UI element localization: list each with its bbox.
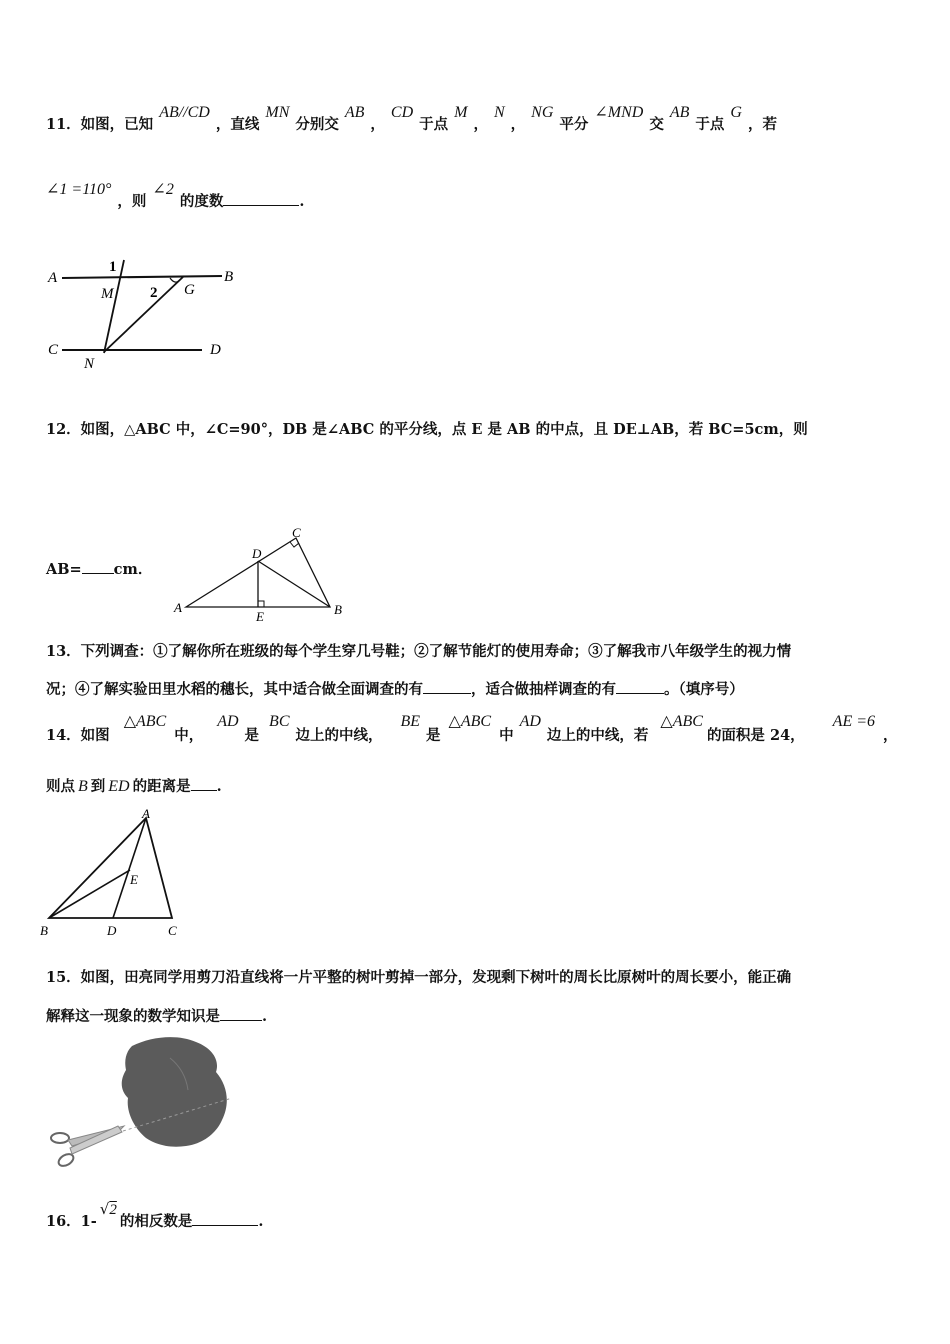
label-M: M xyxy=(101,286,114,302)
leaf-shape xyxy=(122,1037,227,1147)
q11-math-ab-cd: AB//CD xyxy=(159,104,210,121)
label-G: G xyxy=(184,282,195,298)
q12-figure xyxy=(170,528,355,623)
q14-line1: 14．如图△ABC中，AD是BC边上的中线，BE是△ABC中AD边上的中线，若△ABC的面积是 24，AE =6， xyxy=(46,713,898,744)
label-A: A xyxy=(142,806,150,821)
label-A: A xyxy=(48,270,58,286)
q14-figure xyxy=(38,806,188,942)
answer-blank[interactable] xyxy=(191,775,217,791)
label-N: N xyxy=(84,356,95,372)
sqrt-expression: √2 xyxy=(99,1200,117,1218)
q16-line1: 16．1-√2的相反数是 . xyxy=(46,1200,264,1230)
q13-line2: 况；④了解实验田里水稻的穗长，其中适合做全面调查的有 ，适合做抽样调查的有 。（填序号） xyxy=(46,678,744,700)
answer-blank-full[interactable] xyxy=(423,678,471,694)
label-D: D xyxy=(107,923,117,938)
label-E: E xyxy=(256,609,264,623)
label-C: C xyxy=(292,528,301,540)
label-D: D xyxy=(252,546,262,561)
q11-figure xyxy=(46,250,246,375)
q15-line1: 15．如图，田亮同学用剪刀沿直线将一片平整的树叶剪掉一部分，发现剩下树叶的周长比原树叶的周长要小，能正确 xyxy=(46,969,792,986)
q11-line1: 11．如图，已知AB//CD，直线MN分别交AB，CD于点M，N，NG平分∠MND交AB于点G，若 xyxy=(46,104,777,133)
q15-line2: 解释这一现象的数学知识是 . xyxy=(46,1005,267,1027)
label-B: B xyxy=(40,923,48,938)
answer-blank[interactable] xyxy=(220,1005,262,1021)
scissors-icon xyxy=(51,1126,124,1168)
q15-leaf-figure xyxy=(40,1028,240,1178)
q11-line2: ∠1 =110°，则∠2的度数 . xyxy=(46,181,305,210)
q13-line1: 13．下列调查：①了解你所在班级的每个学生穿几号鞋；②了解节能灯的使用寿命；③了解我市八年级学生的视力情 xyxy=(46,643,792,660)
answer-blank[interactable] xyxy=(223,190,299,206)
label-angle-1: 1 xyxy=(109,259,117,275)
answer-blank-sample[interactable] xyxy=(616,678,664,694)
label-B: B xyxy=(224,269,234,285)
answer-blank[interactable] xyxy=(82,558,114,574)
label-angle-2: 2 xyxy=(150,285,158,301)
answer-blank[interactable] xyxy=(192,1210,258,1226)
label-C: C xyxy=(168,923,177,938)
label-A: A xyxy=(174,600,182,615)
q12-line1: 12．如图，△ABC 中，∠C=90°，DB 是∠ABC 的平分线，点 E 是 AB 的中点，且 DE⊥AB，若 BC=5cm，则 xyxy=(46,421,808,438)
q12-line2: AB= cm． xyxy=(46,558,152,580)
label-B: B xyxy=(334,602,342,617)
label-C: C xyxy=(48,342,59,358)
label-E: E xyxy=(130,872,138,887)
label-D: D xyxy=(210,342,221,358)
q14-line2: 则点 B 到 ED 的距离是 . xyxy=(46,775,222,797)
